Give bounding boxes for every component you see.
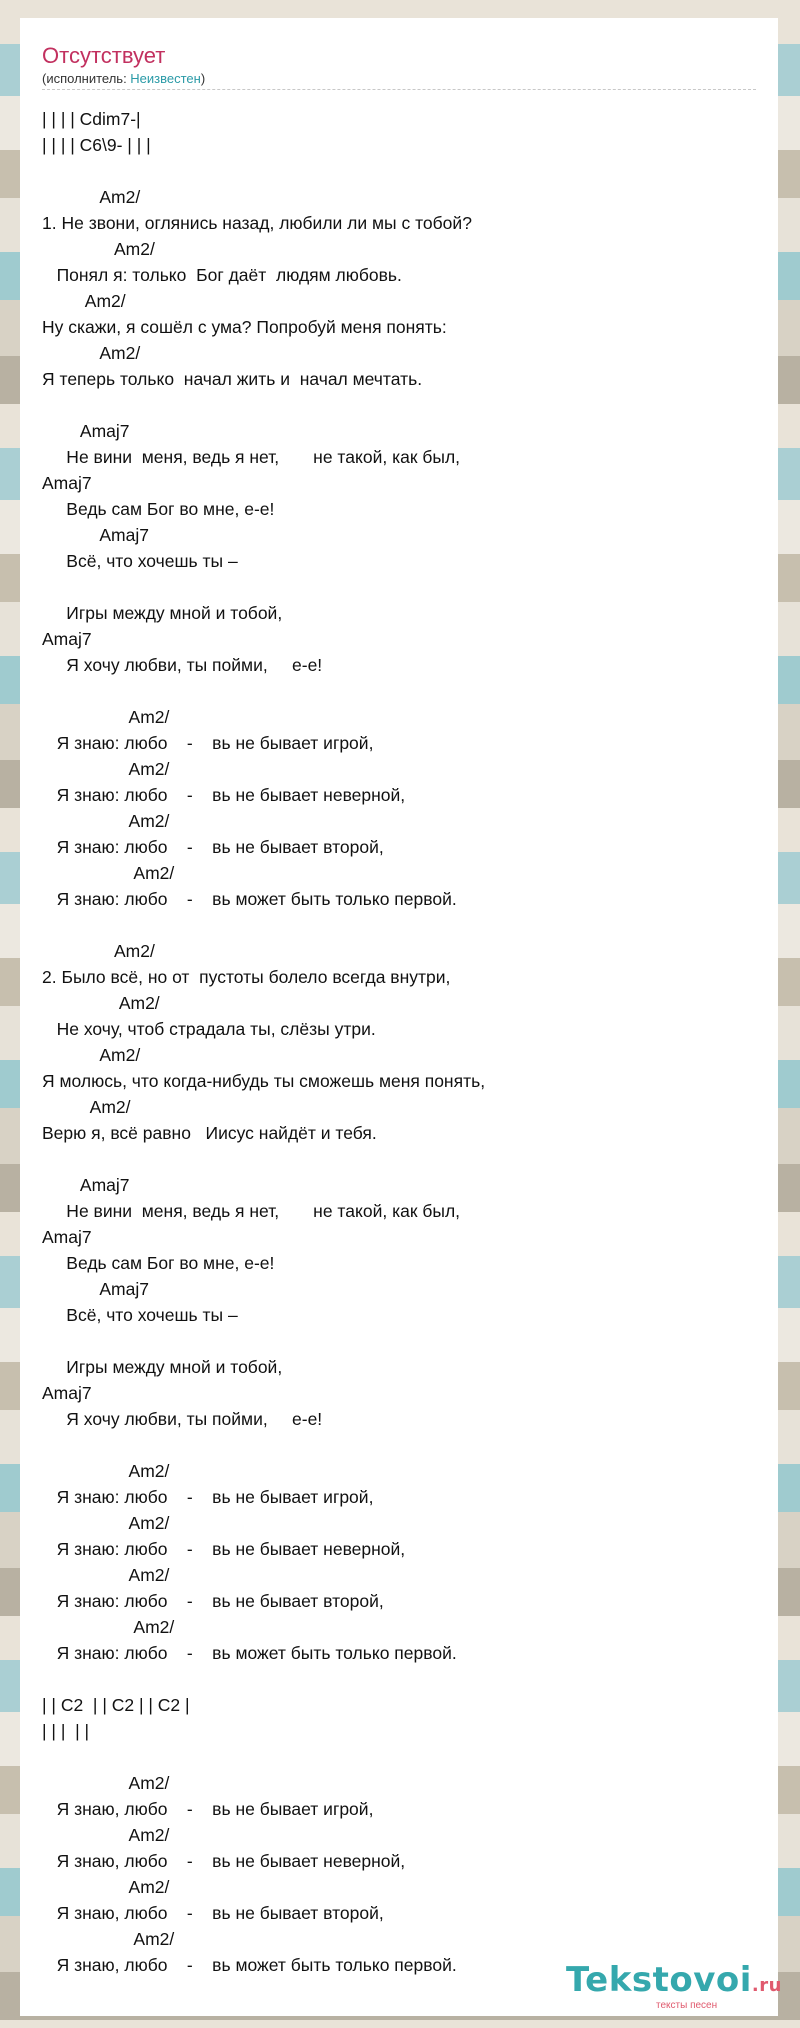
lyric-line: Не вини меня, ведь я нет, не такой, как был,	[42, 1201, 461, 1221]
logo-domain: .ru	[751, 1975, 782, 1996]
lyric-line	[42, 1666, 742, 1692]
lyric-line: Не вини меня, ведь я нет, не такой, как был,	[42, 447, 461, 467]
lyric-line: | | | | Cdim7-|	[42, 109, 141, 129]
lyric-line: Ведь сам Бог во мне, е-е!	[42, 499, 275, 519]
lyric-line: Игры между мной и тобой,	[42, 603, 283, 623]
lyric-line: Am2/	[42, 759, 170, 779]
lyric-line: Am2/	[42, 239, 155, 259]
lyric-line: Amaj7	[42, 1227, 92, 1247]
tekstovoi-logo[interactable]	[566, 1960, 782, 2011]
lyric-line: Игры между мной и тобой,	[42, 1357, 283, 1377]
lyric-line: Я знаю: любо - вь не бывает игрой,	[42, 733, 374, 753]
lyric-line: Я знаю, любо - вь не бывает второй,	[42, 1903, 384, 1923]
artist-link[interactable]: Неизвестен	[130, 71, 201, 86]
lyric-line: Я знаю: любо - вь не бывает неверной,	[42, 1539, 406, 1559]
lyric-line: Amaj7	[42, 1175, 130, 1195]
lyric-line: Я знаю: любо - вь может быть только первой.	[42, 889, 457, 909]
lyric-line: Am2/	[42, 187, 141, 207]
lyric-line: Amaj7	[42, 525, 149, 545]
song-page	[20, 18, 782, 2016]
lyric-line: Am2/	[42, 291, 126, 311]
lyric-line: Am2/	[42, 1929, 175, 1949]
lyric-line: Am2/	[42, 1045, 141, 1065]
lyric-line: 1. Не звони, оглянись назад, любили ли мы с тобой?	[42, 213, 472, 233]
lyric-line: Я хочу любви, ты пойми, е-е!	[42, 655, 323, 675]
lyric-line: 2. Было всё, но от пустоты болело всегда внутри,	[42, 967, 451, 987]
lyric-line	[42, 1432, 742, 1458]
lyrics-block	[42, 106, 742, 1978]
lyric-line	[42, 1328, 742, 1354]
lyric-line: Am2/	[42, 811, 170, 831]
lyric-line	[42, 1744, 742, 1770]
lyric-line: Am2/	[42, 941, 155, 961]
logo-wordmark: Tekstovoi	[566, 1960, 752, 2000]
lyric-line: Am2/	[42, 1513, 170, 1533]
lyric-line: Верю я, всё равно Иисус найдёт и тебя.	[42, 1123, 377, 1143]
lyric-line: Am2/	[42, 1825, 170, 1845]
lyric-line: Amaj7	[42, 473, 92, 493]
lyric-line: | | | | |	[42, 1721, 90, 1741]
subtitle-prefix: (исполнитель:	[42, 71, 131, 86]
lyric-line: Am2/	[42, 1097, 131, 1117]
lyric-line: Я знаю: любо - вь может быть только первой.	[42, 1643, 457, 1663]
lyric-line	[42, 158, 742, 184]
lyric-line: Всё, что хочешь ты –	[42, 551, 238, 571]
lyric-line: Amaj7	[42, 421, 130, 441]
lyric-line: Я теперь только начал жить и начал мечтать.	[42, 369, 423, 389]
lyric-line: Am2/	[42, 1617, 175, 1637]
lyric-line: Я знаю, любо - вь не бывает игрой,	[42, 1799, 374, 1819]
lyric-line: Я хочу любви, ты пойми, е-е!	[42, 1409, 323, 1429]
lyric-line	[42, 678, 742, 704]
lyric-line: Понял я: только Бог даёт людям любовь.	[42, 265, 402, 285]
logo-tagline: тексты песен	[656, 2000, 718, 2011]
lyric-line: Я знаю: любо - вь не бывает игрой,	[42, 1487, 374, 1507]
lyric-line: Я молюсь, что когда-нибудь ты сможешь меня понять,	[42, 1071, 486, 1091]
lyric-line: Am2/	[42, 993, 160, 1013]
lyric-line: Я знаю, любо - вь не бывает неверной,	[42, 1851, 406, 1871]
lyric-line: Amaj7	[42, 1279, 149, 1299]
lyric-line	[42, 574, 742, 600]
lyric-line: Я знаю: любо - вь не бывает второй,	[42, 1591, 384, 1611]
lyric-line: Am2/	[42, 863, 175, 883]
song-title: Отсутствует	[42, 43, 166, 68]
lyric-line: Ведь сам Бог во мне, е-е!	[42, 1253, 275, 1273]
lyric-line: Am2/	[42, 1877, 170, 1897]
lyric-line	[42, 392, 742, 418]
subtitle-suffix: )	[200, 71, 206, 86]
lyric-line	[42, 912, 742, 938]
logo-text	[566, 1960, 782, 2000]
song-subtitle	[42, 70, 756, 90]
lyric-line: Amaj7	[42, 629, 92, 649]
song-header	[42, 42, 756, 90]
lyric-line: Я знаю: любо - вь не бывает второй,	[42, 837, 384, 857]
lyric-line: Я знаю, любо - вь может быть только первой.	[42, 1955, 457, 1975]
lyric-line: Всё, что хочешь ты –	[42, 1305, 238, 1325]
lyric-line: Am2/	[42, 1565, 170, 1585]
lyric-line: Amaj7	[42, 1383, 92, 1403]
lyric-line: Не хочу, чтоб страдала ты, слёзы утри.	[42, 1019, 376, 1039]
lyric-line: Ну скажи, я сошёл с ума? Попробуй меня понять:	[42, 317, 447, 337]
lyric-line: Am2/	[42, 707, 170, 727]
lyric-line: Am2/	[42, 1773, 170, 1793]
lyric-line: Я знаю: любо - вь не бывает неверной,	[42, 785, 406, 805]
lyric-line: Am2/	[42, 343, 141, 363]
lyric-line: | | C2 | | C2 | | C2 |	[42, 1695, 190, 1715]
lyric-line: Am2/	[42, 1461, 170, 1481]
lyric-line	[42, 1146, 742, 1172]
lyric-line: | | | | C6\9- | | |	[42, 135, 151, 155]
